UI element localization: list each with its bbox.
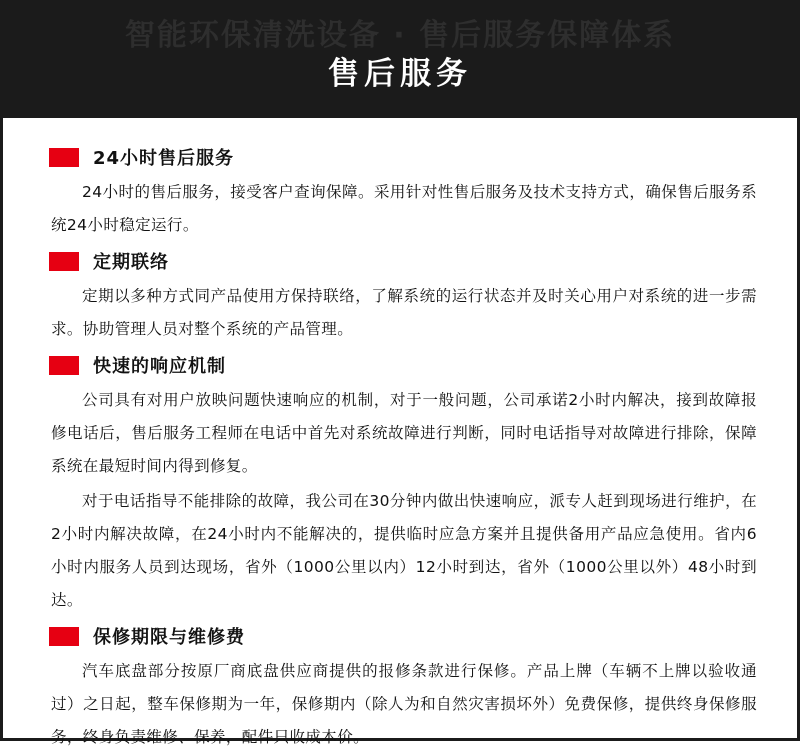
red-square-bullet-icon — [49, 148, 79, 167]
section-title: 快速的响应机制 — [93, 356, 226, 377]
red-square-bullet-icon — [49, 627, 79, 646]
section-body — [49, 176, 763, 242]
section-header — [49, 352, 763, 378]
content-area — [3, 118, 797, 754]
section-24h-service — [49, 144, 763, 242]
section-header — [49, 623, 763, 649]
section-body — [49, 384, 763, 617]
banner-watermark-text: 智能环保清洗设备 · 售后服务保障体系 — [124, 18, 676, 53]
paragraph: 汽车底盘部分按原厂商底盘供应商提供的报修条款进行保修。产品上牌（车辆不上牌以验收通过）之日起，整车保修期为一年，保修期内（除人为和自然灾害损坏外）免费保修，提供终身保修服务，终身负责维修、保养，配件只收成本价。 — [51, 662, 757, 746]
section-title: 定期联络 — [93, 252, 169, 273]
page-banner — [3, 0, 797, 118]
page-title: 售后服务 — [328, 56, 472, 92]
red-square-bullet-icon — [49, 356, 79, 375]
section-header — [49, 144, 763, 170]
section-warranty-period — [49, 623, 763, 754]
section-header — [49, 248, 763, 274]
red-square-bullet-icon — [49, 252, 79, 271]
paragraph: 公司具有对用户放映问题快速响应的机制，对于一般问题，公司承诺2小时内解决，接到故障报修电话后，售后服务工程师在电话中首先对系统故障进行判断，同时电话指导对故障进行排除，保障系统在最短时间内得到修复。 — [51, 391, 757, 475]
section-title: 24小时售后服务 — [93, 148, 235, 169]
paragraph: 24小时的售后服务，接受客户查询保障。采用针对性售后服务及技术支持方式，确保售后服务系统24小时稳定运行。 — [51, 183, 757, 234]
paragraph: 对于电话指导不能排除的故障，我公司在30分钟内做出快速响应，派专人赶到现场进行维护，在2小时内解决故障，在24小时内不能解决的，提供临时应急方案并且提供备用产品应急使用。省内6小时内服务人员到达现场，省外（1000公里以内）12小时到达，省外（1000公里以外）48小时到达。 — [51, 492, 757, 609]
section-rapid-response — [49, 352, 763, 617]
paragraph: 定期以多种方式同产品使用方保持联络，了解系统的运行状态并及时关心用户对系统的进一步需求。协助管理人员对整个系统的产品管理。 — [51, 287, 757, 338]
section-body — [49, 655, 763, 754]
section-title: 保修期限与维修费 — [93, 627, 245, 648]
section-body — [49, 280, 763, 346]
section-regular-contact — [49, 248, 763, 346]
